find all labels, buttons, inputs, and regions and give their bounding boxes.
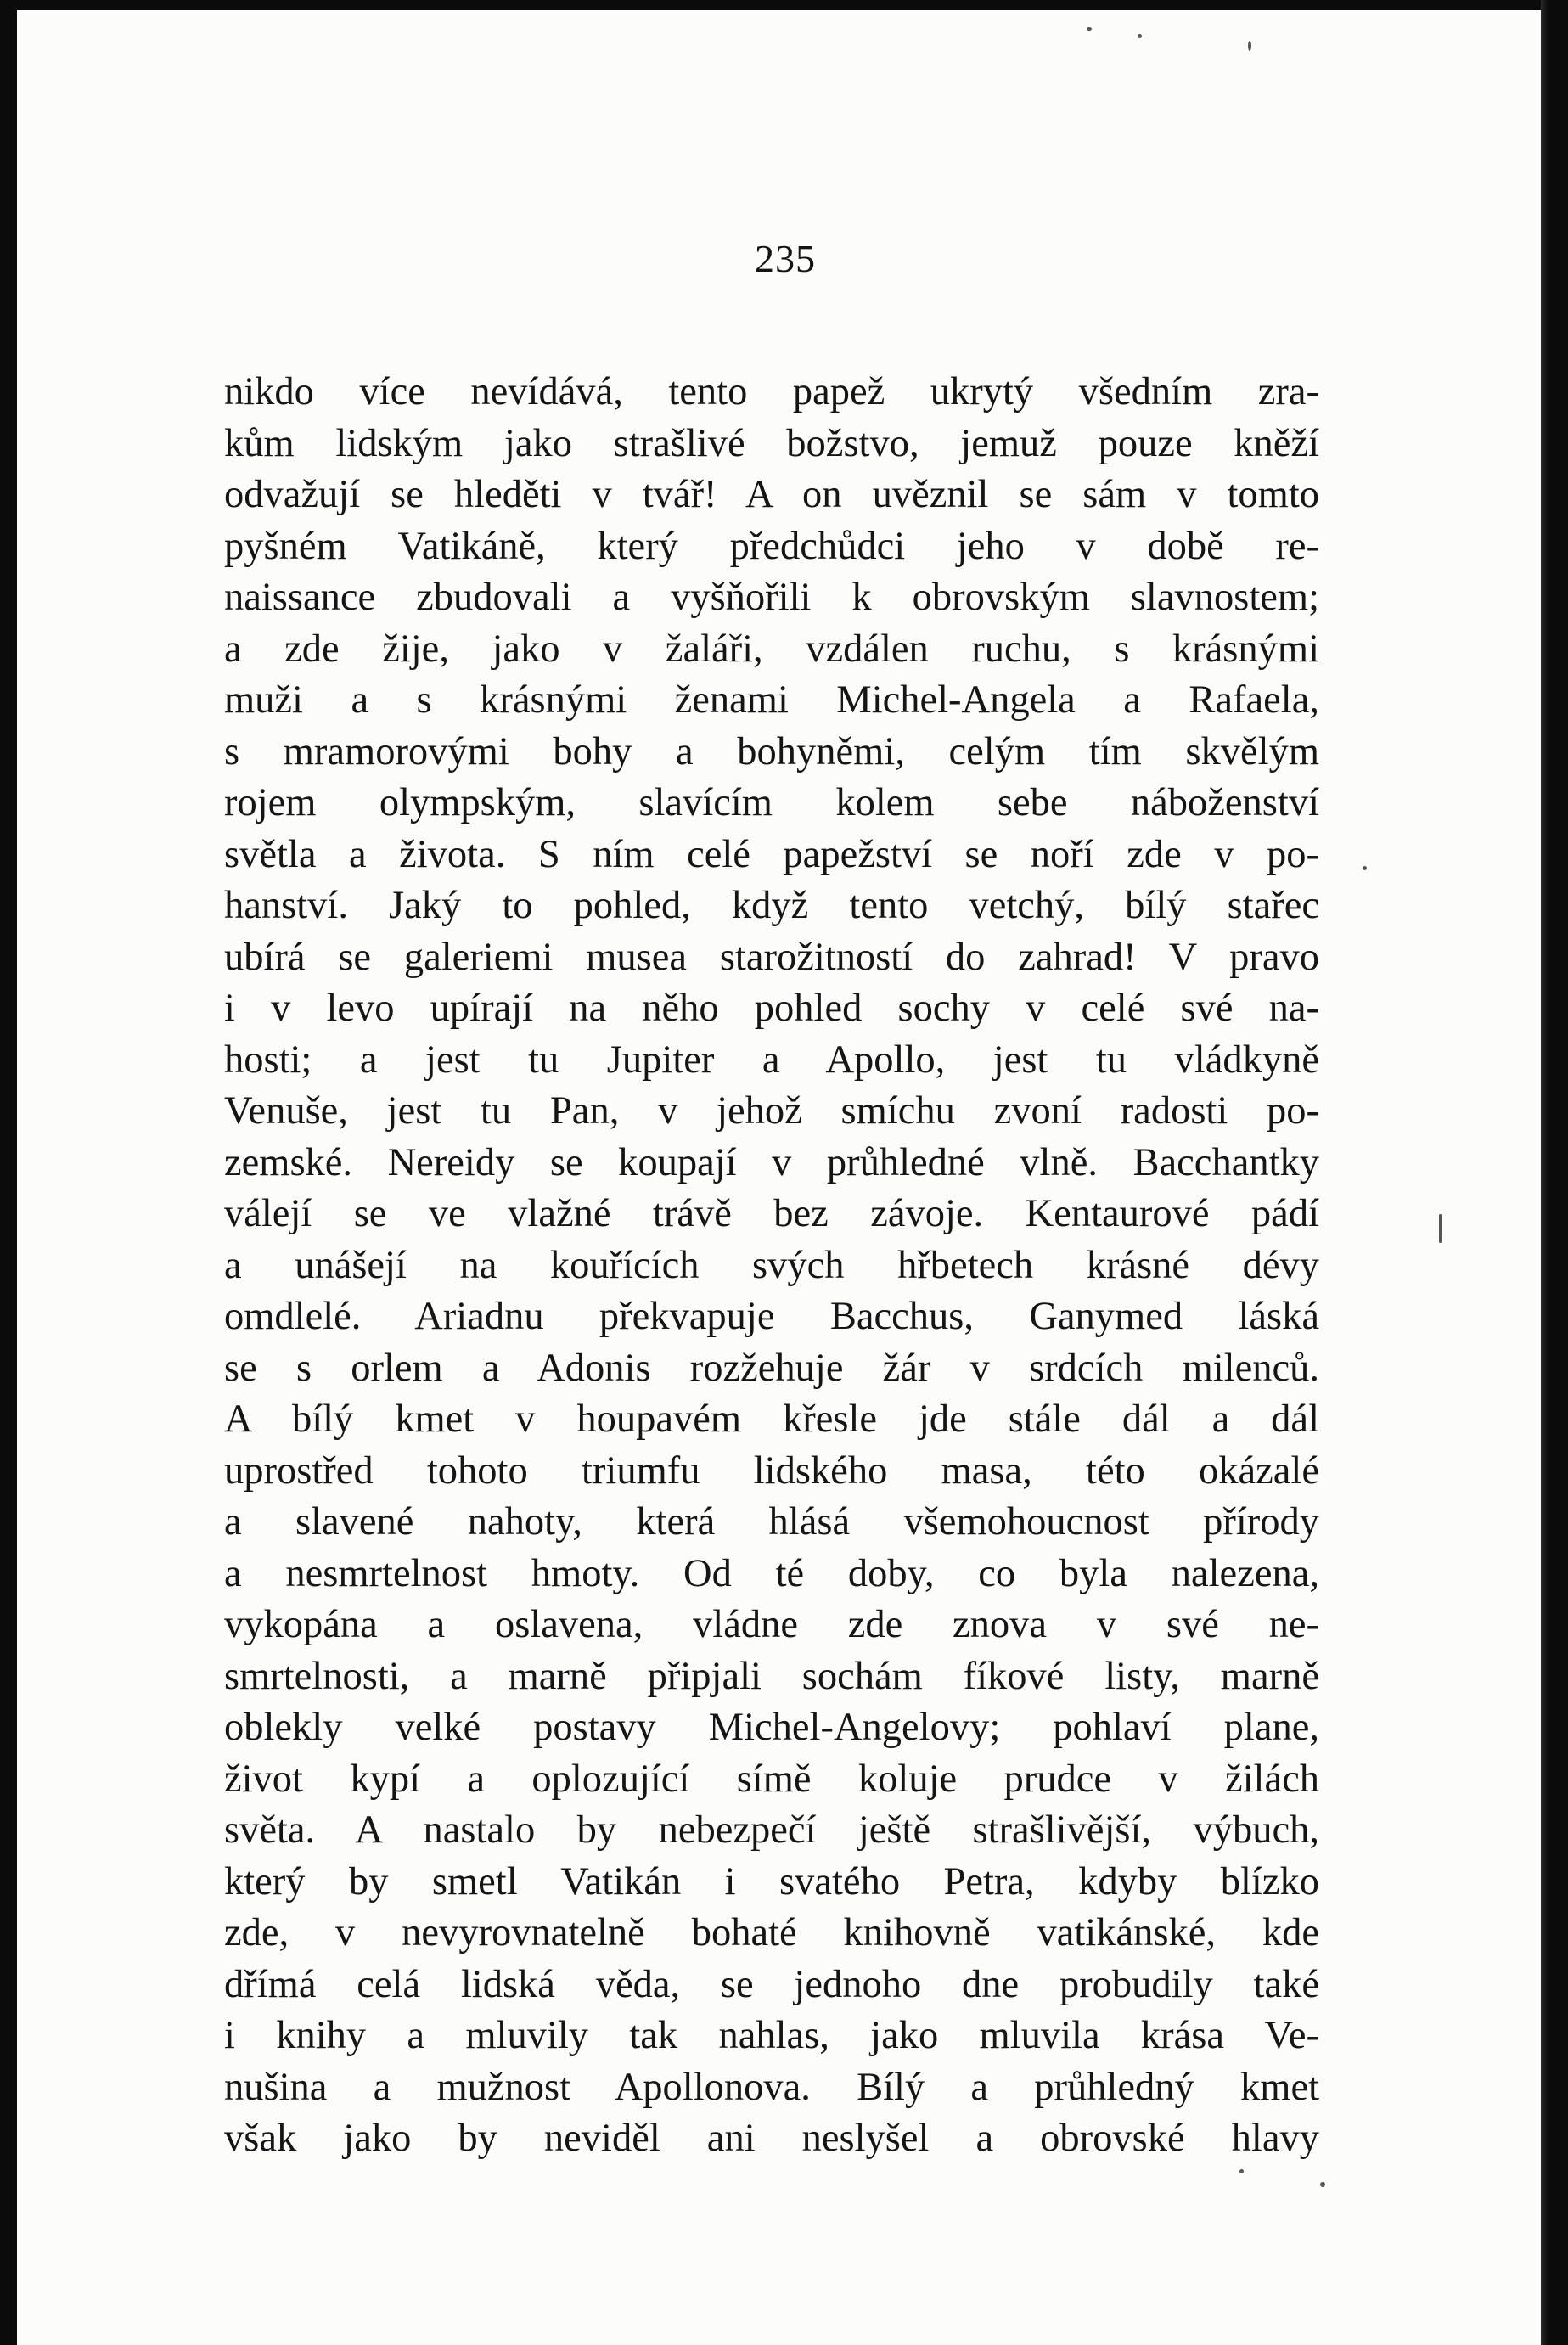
- text-line: oblekly velké postavy Michel-Angelovy; pohlaví plane,: [224, 1706, 1319, 1749]
- text-line: ubírá se galeriemi musea starožitností do zahrad! V pravo: [224, 935, 1319, 979]
- body-text: [224, 367, 1319, 2165]
- scan-speck: [1363, 866, 1367, 870]
- scan-speck: [1239, 2169, 1244, 2173]
- text-line: omdlelé. Ariadnu překvapuje Bacchus, Ganymed láská: [224, 1295, 1319, 1338]
- text-line: však jako by neviděl ani neslyšel a obrovské hlavy: [224, 2117, 1319, 2160]
- text-line: kům lidským jako strašlivé božstvo, jemuž pouze kněží: [224, 421, 1319, 465]
- text-line: vykopána a oslavena, vládne zde znova v své ne-: [224, 1603, 1319, 1646]
- text-line: s mramorovými bohy a bohyněmi, celým tím skvělým: [224, 729, 1319, 773]
- text-line: dřímá celá lidská věda, se jednoho dne probudily také: [224, 1962, 1319, 2006]
- text-line: naissance zbudovali a vyšňořili k obrovským slavnostem;: [224, 576, 1319, 619]
- text-line: i v levo upírají na něho pohled sochy v celé své na-: [224, 987, 1319, 1030]
- text-line: hosti; a jest tu Jupiter a Apollo, jest tu vládkyně: [224, 1038, 1319, 1082]
- text-line: A bílý kmet v houpavém křesle jde stále dál a dál: [224, 1397, 1319, 1441]
- text-line: a zde žije, jako v žaláři, vzdálen ruchu, s krásnými: [224, 627, 1319, 671]
- text-line: uprostřed tohoto triumfu lidského masa, této okázalé: [224, 1448, 1319, 1493]
- scan-speck: [1439, 1214, 1442, 1243]
- text-line: odvažují se hleděti v tvář! A on uvěznil se sám v tomto: [224, 473, 1319, 516]
- text-line: nikdo více nevídává, tento papež ukrytý všedním zra-: [224, 370, 1319, 413]
- text-line: který by smetl Vatikán i svatého Petra, kdyby blízko: [224, 1859, 1319, 1904]
- text-line: Venuše, jest tu Pan, v jehož smíchu zvoní radosti po-: [224, 1089, 1319, 1133]
- text-line: a nesmrtelnost hmoty. Od té doby, co byla nalezena,: [224, 1551, 1319, 1595]
- text-line: válejí se ve vlažné trávě bez závoje. Kentaurové pádí: [224, 1192, 1319, 1235]
- text-line: nušina a mužnost Apollonova. Bílý a průhledný kmet: [224, 2065, 1319, 2109]
- text-line: hanství. Jaký to pohled, když tento vetchý, bílý stařec: [224, 884, 1319, 927]
- text-line: pyšném Vatikáně, který předchůdci jeho v době re-: [224, 524, 1319, 568]
- text-line: se s orlem a Adonis rozžehuje žár v srdcích milenců.: [224, 1346, 1319, 1390]
- text-line: i knihy a mluvily tak nahlas, jako mluvila krása Ve-: [224, 2014, 1319, 2057]
- text-line: a unášejí na kouřících svých hřbetech krásné dévy: [224, 1243, 1319, 1287]
- text-line: život kypí a oplozující símě koluje prudce v žilách: [224, 1757, 1319, 1801]
- text-line: muži a s krásnými ženami Michel-Angela a Rafaela,: [224, 678, 1319, 722]
- text-line: zemské. Nereidy se koupají v průhledné vlně. Bacchantky: [224, 1140, 1319, 1184]
- scan-border-right: [1541, 0, 1568, 2345]
- scan-speck: [1248, 41, 1251, 51]
- scan-speck: [1138, 34, 1142, 38]
- text-line: světla a života. S ním celé papežství se noří zde v po-: [224, 832, 1319, 876]
- scan-border-left: [0, 0, 17, 2345]
- text-line: smrtelnosti, a marně připjali sochám fíkové listy, marně: [224, 1654, 1319, 1698]
- page-number: 235: [755, 237, 816, 280]
- scan-speck: [1087, 27, 1092, 31]
- scan-border-top: [0, 0, 1568, 10]
- text-line: světa. A nastalo by nebezpečí ještě strašlivější, výbuch,: [224, 1808, 1319, 1852]
- text-line: rojem olympským, slavícím kolem sebe náboženství: [224, 781, 1319, 824]
- scan-speck: [1320, 2182, 1325, 2187]
- text-line: zde, v nevyrovnatelně bohaté knihovně vatikánské, kde: [224, 1911, 1319, 1954]
- text-line: a slavené nahoty, která hlásá všemohoucnost přírody: [224, 1500, 1319, 1544]
